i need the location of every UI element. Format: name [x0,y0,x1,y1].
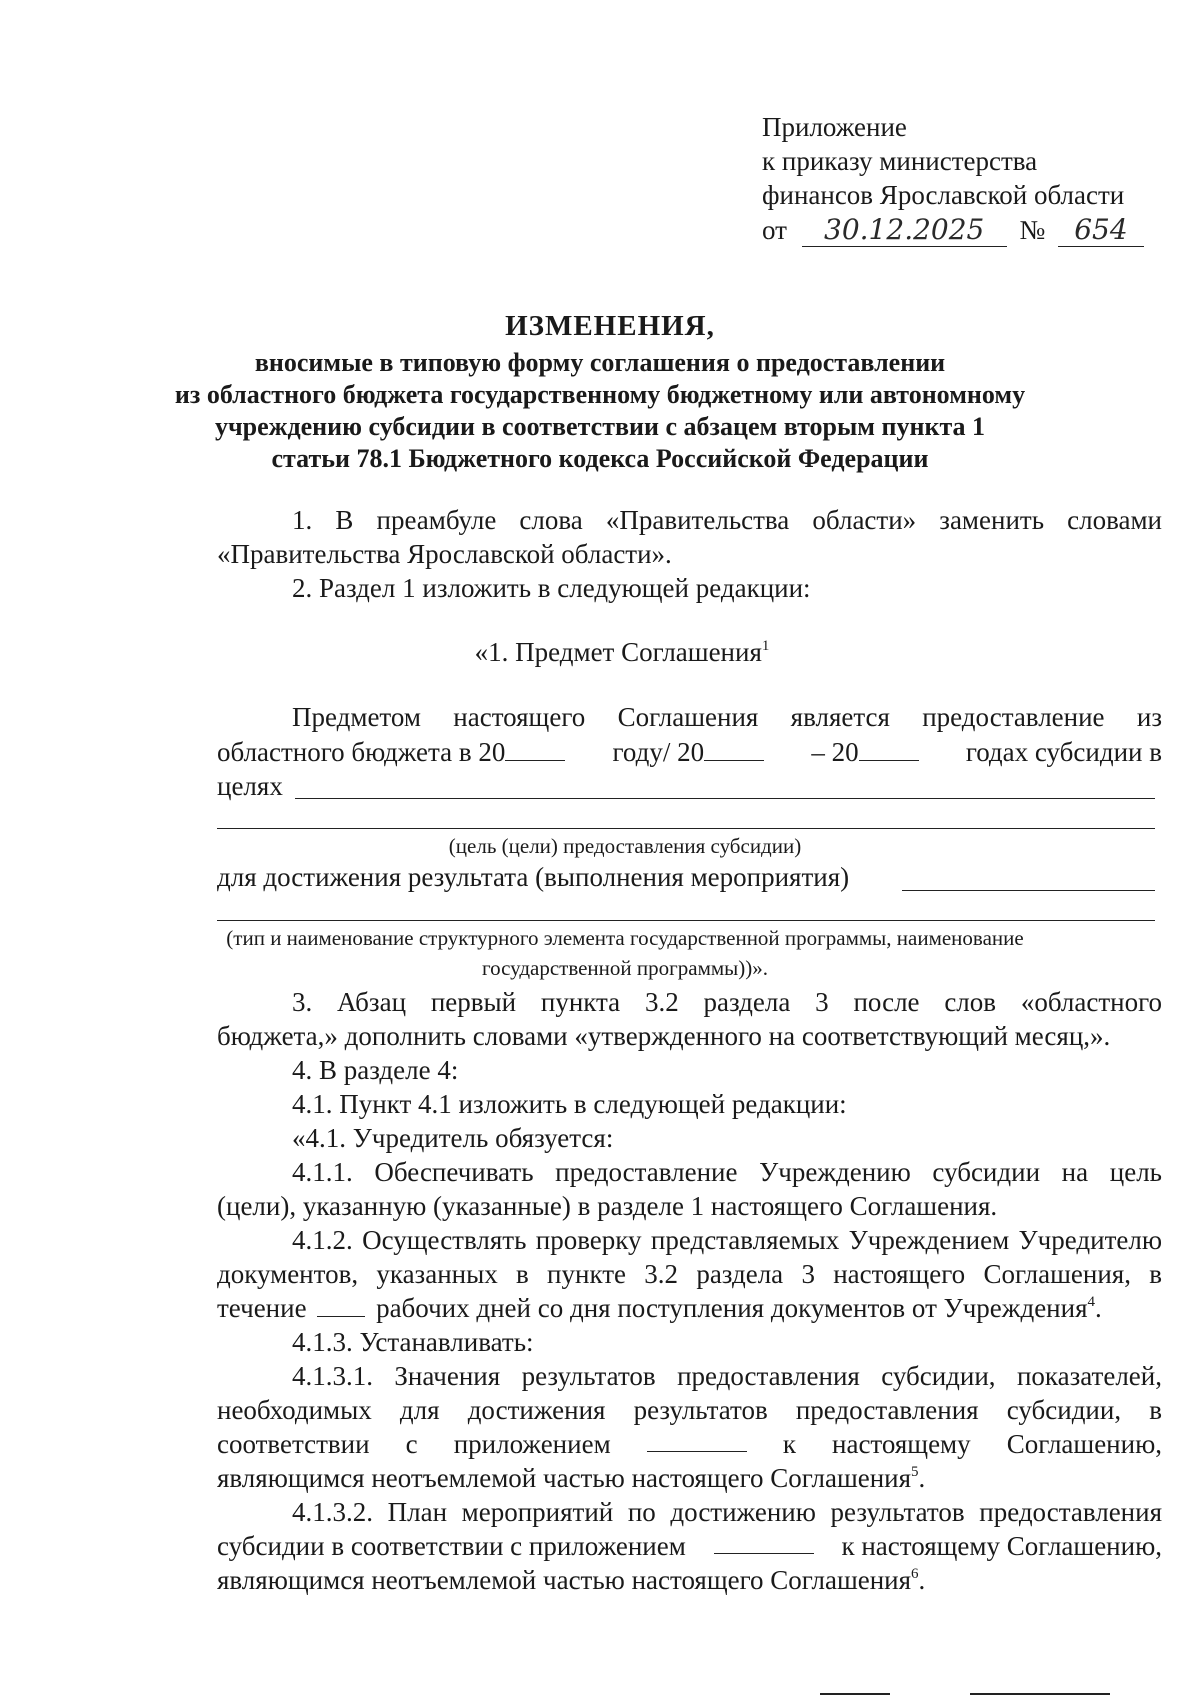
paragraph-3-line-2 [217,737,1162,768]
header-line-2: к приказу министерства [762,146,1038,176]
scan-artifact-line-1 [820,1693,890,1695]
title-line-2: из областного бюджета государственному бюджетному или автономному [174,380,1026,409]
title-line-1: вносимые в типовую форму соглашения о предоставлении [254,348,946,377]
paragraph-9-line-2: (цели), указанную (указанные) в разделе 1 настоящего Соглашения. [217,1191,998,1221]
paragraph-13-line-3: являющимся неотъемлемой частью настоящего Соглашения$^6$. [217,1565,926,1595]
caption-program-line-1: (тип и наименование структурного элемента государственной программы, наименование [226,926,1024,950]
header-line-3: финансов Ярославской области [762,180,1125,210]
order-date-handwritten: 30.12.2025 [802,213,1007,247]
p3-year-text-3: – 20 [811,737,859,767]
title-line-4: статьи 78.1 Бюджетного кодекса Российской Федерации [271,444,929,473]
section-heading [0,637,1200,668]
result-blank-line-1 [902,890,1155,891]
paragraph-5-line-1: 3. Абзац первый пункта 3.2 раздела 3 после слов «областного [292,987,1162,1017]
title-main: ИЗМЕНЕНИЯ, [505,310,715,342]
purpose-blank-line-1 [295,798,1155,799]
scan-artifact-line-2 [970,1693,1110,1695]
p13-text-end: являющимся неотъемлемой частью настоящего Соглашения [217,1565,912,1595]
footnote-ref-4: 4 [1087,1294,1095,1310]
purpose-blank-line-2 [217,828,1155,829]
paragraph-7: 4.1. Пункт 4.1 изложить в следующей редакции: [292,1089,847,1119]
from-label: от [762,215,787,245]
p12-word-3: приложением [453,1429,611,1459]
paragraph-3-line-3: целях [217,771,283,801]
paragraph-10-line-2: документов, указанных в пункте 3.2 раздела 3 настоящего Соглашения, в [217,1259,1162,1289]
paragraph-11: 4.1.3. Устанавливать: [292,1327,534,1357]
paragraph-1-line-2: «Правительства Ярославской области». [217,539,672,569]
result-blank-line-2 [217,920,1155,921]
footnote-ref-5: 5 [911,1464,919,1480]
paragraph-10-line-3: течение рабочих дней со дня поступления документов от Учреждения$^4$. [217,1293,1102,1323]
section-heading-text: «1. Предмет Соглашения [474,637,762,667]
paragraph-3-line-1: Предметом настоящего Соглашения является предоставление из [292,702,1162,732]
paragraph-8: «4.1. Учредитель обязуется: [292,1123,614,1153]
p12-word-5: настоящему [832,1429,971,1459]
caption-purpose: (цель (цели) предоставления субсидии) [448,834,802,858]
paragraph-5-line-2: бюджета,» дополнить словами «утвержденного на соответствующий месяц,». [217,1021,1111,1051]
p13-text-2: к настоящему Соглашению, [841,1531,1162,1561]
title-line-3: учреждению субсидии в соответствии с абзацем вторым пункта 1 [214,412,986,441]
year-blank-3 [859,738,919,761]
footnote-ref-1: 1 [761,638,770,654]
paragraph-12-line-3 [217,1429,1162,1460]
p12-word-4: к [782,1429,796,1459]
paragraph-9-line-1: 4.1.1. Обеспечивать предоставление Учреждению субсидии на цель [292,1157,1162,1187]
appendix-blank-2 [714,1531,814,1554]
p10-text-2: рабочих дней со дня поступления документов от Учреждения [376,1293,1088,1323]
p12-word-2: с [405,1429,418,1459]
header-line-1: Приложение [762,112,907,142]
paragraph-13-line-2 [217,1531,1162,1562]
paragraph-13-line-1: 4.1.3.2. План мероприятий по достижению результатов предоставления [292,1497,1162,1527]
p3-year-text-4: годах субсидии в [965,737,1162,767]
paragraph-10-line-1: 4.1.2. Осуществлять проверку представляемых Учреждением Учредителю [292,1225,1162,1255]
paragraph-12-line-4: являющимся неотъемлемой частью настоящего Соглашения$^5$. [217,1463,926,1493]
footnote-ref-6: 6 [911,1566,919,1582]
number-label: № [1019,215,1046,245]
paragraph-12-line-1: 4.1.3.1. Значения результатов предоставления субсидии, показателей, [292,1361,1162,1391]
header-date-line [762,213,1144,247]
paragraph-4: для достижения результата (выполнения мероприятия) [217,862,850,892]
p12-text-end: являющимся неотъемлемой частью настоящего Соглашения [217,1463,912,1493]
paragraph-6: 4. В разделе 4: [292,1055,459,1085]
paragraph-1-line-1: 1. В преамбуле слова «Правительства области» заменить словами [292,505,1162,535]
p10-text-1: течение [217,1293,307,1323]
p12-word-6: Соглашению, [1006,1429,1162,1459]
p12-word-1: соответствии [217,1429,370,1459]
order-number-handwritten: 654 [1058,213,1144,247]
caption-program-line-2: государственной программы))». [481,956,768,980]
year-blank-1 [505,738,565,761]
paragraph-12-line-2: необходимых для достижения результатов предоставления субсидии, в [217,1395,1162,1425]
p3-year-text-1: областного бюджета в 20 [217,737,506,767]
p3-year-text-2: году/ 20 [612,737,705,767]
p13-text-1: субсидии в соответствии с приложением [217,1531,686,1561]
appendix-blank-1 [647,1429,747,1452]
days-blank [317,1294,365,1317]
paragraph-2: 2. Раздел 1 изложить в следующей редакции: [292,573,811,603]
year-blank-2 [704,738,764,761]
